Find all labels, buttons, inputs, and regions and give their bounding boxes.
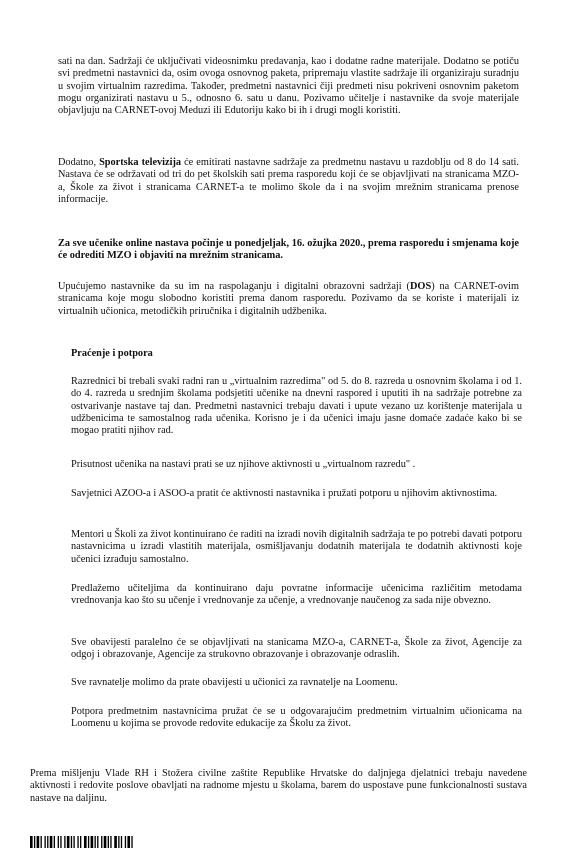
barcode-bar <box>34 836 35 848</box>
barcode-bar <box>118 836 119 848</box>
paragraph-class-teachers: Razrednici bi trebali svaki radni ran u „virtualnim razredima" od 5. do 8. razreda u osnovnim školama i od 1. do 4. razreda u srednjim školama podsjetiti učenike na dnevni raspored i uputiti ih na sadržaje potrebne za ostvarivanje nastave taj dan. Predmetni nastavnici trebaju davati i upute vezano uz korištenje materijala u udžbenicima te samostalnog rada učenika. Korisno je i da učenici imaju jasne domaće zadaće kako bi se mogao pratiti njihov rad. <box>71 376 522 437</box>
barcode-bar <box>47 836 48 848</box>
paragraph-government-opinion: Prema mišljenju Vlade RH i Stožera civilne zaštite Republike Hrvatske do daljnjega djelatnici trebaju navedene aktivnosti i redovite poslove obavljati na radnome mjestu u školama, barem do uspostave pune funkcionalnosti sustava nastave na daljinu. <box>30 768 527 804</box>
text-span: će emitirati nastavne sadržaje za predmetnu nastavu u razdoblju od 8 do 14 sati. Nastava će se održavati od tri do pet školskih sati prema rasporedu koji će se objavljivati na stranicama MZO-a, Škole za život i stranicama CARNET-a te molimo škole da i na svojim mrežnim stranicama prenose informacije. <box>58 157 519 205</box>
barcode-bar <box>125 836 126 848</box>
text-span: Upućujemo nastavnike da su im na raspolaganju i digitalni obrazovni sadržaji ( <box>58 281 410 292</box>
paragraph-mentors: Mentori u Školi za život kontinuirano će raditi na izradi novih digitalnih sadržaja te po potrebi davati potporu nastavnicima u izradi vlastitih materijala, osmišljavanju dodatnih materijala te dodatnih aktivnosti koje učenici izrađuju samostalno. <box>71 529 522 565</box>
section-heading: Praćenje i potpora <box>71 348 153 359</box>
barcode-bar <box>108 836 109 848</box>
paragraph-attendance: Prisutnost učenika na nastavi prati se uz njihove aktivnosti u „virtualnom razredu" . <box>71 459 416 470</box>
barcode-bar <box>104 836 107 848</box>
barcode-bar <box>60 836 61 848</box>
dos-bold: DOS <box>410 281 432 292</box>
paragraph-notices: Sve obavijesti paralelno će se objavljivati na stanicama MZO-a, CARNET-a, Škole za život, Agencije za odgoj i obrazovanje, Agencije za strukovno obrazovanje i obrazovanje odraslih. <box>71 637 522 661</box>
text-span: Dodatno, <box>58 157 100 168</box>
barcode-bar <box>58 836 59 848</box>
barcode-bar <box>110 836 111 848</box>
barcode-bar <box>30 836 33 848</box>
barcode-bar <box>64 836 65 848</box>
barcode-bar <box>67 836 70 848</box>
sports-tv-bold: Sportska televizija <box>99 157 182 168</box>
barcode-bar <box>37 836 40 848</box>
barcode-bar <box>91 836 94 848</box>
barcode <box>30 836 134 848</box>
paragraph-content-package: sati na dan. Sadržaji će uključivati videosnimku predavanja, kao i dodatne radne materijale. Dodatno se potiču svi predmetni nastavnici da, osim ovoga osnovnog paketa, pripremaju vlastite sadržaje ili organiziraju suradnju u svojim virtualnim razredima. Također, predmetni nastavnici čiji predmeti nisu pokriveni osnovnim paketom mogu organizirati nastavu u 5., odnosno 6. satu u danu. Pozivamo učitelje i nastavnike da svoje materijale objavljuju na CARNET-ovoj Meduzi ili Edutoriju kako bi ih i drugi mogli koristiti. <box>58 56 519 117</box>
paragraph-support: Potpora predmetnim nastavnicima pružat će se u odgovarajućim predmetnim virtualnim učionicama na Loomenu u kojima se provode redovite edukacije za Školu za život. <box>71 706 522 730</box>
barcode-bar <box>88 836 89 848</box>
paragraph-online-start: Za sve učenike online nastava počinje u ponedjeljak, 16. ožujka 2020., prema rasporedu i smjenama koje će odrediti MZO i objaviti na mrežnim stranicama. <box>58 238 519 262</box>
barcode-bar <box>41 836 42 848</box>
barcode-bar <box>73 836 74 848</box>
barcode-bar <box>50 836 53 848</box>
paragraph-dos <box>58 281 519 318</box>
barcode-bar <box>44 836 45 848</box>
barcode-bar <box>127 836 130 848</box>
barcode-bar <box>121 836 122 848</box>
barcode-bar <box>95 836 96 848</box>
paragraph-sports-tv <box>58 157 519 206</box>
paragraph-principals: Sve ravnatelje molimo da prate obavijesti u učionici za ravnatelje na Loomenu. <box>71 677 398 688</box>
barcode-bar <box>101 836 102 848</box>
paragraph-feedback: Predlažemo učiteljima da kontinuirano daju povratne informacije učenicima različitim metodama vrednovanja kao što su učenje i vrednovanje za učenje, a vrednovanje naučenog za sada nije obvezno. <box>71 583 522 607</box>
barcode-bar <box>131 836 132 848</box>
barcode-bar <box>84 836 87 848</box>
barcode-bar <box>54 836 55 848</box>
barcode-bar <box>80 836 81 848</box>
barcode-bar <box>71 836 72 848</box>
paragraph-advisors: Savjetnici AZOO-a i ASOO-a pratit će aktivnosti nastavnika i pružati potporu u njihovim aktivnostima. <box>71 488 498 499</box>
text-span: ) na CARNET-ovim stranicama koje mogu slobodno koristiti prema danom rasporedu. Pozivamo da se koriste i materijali iz virtualnih učionica, metodičkih priručnika i digitalnih udžbenika. <box>58 281 519 317</box>
barcode-bar <box>77 836 78 848</box>
barcode-bar <box>114 836 117 848</box>
barcode-bar <box>97 836 98 848</box>
